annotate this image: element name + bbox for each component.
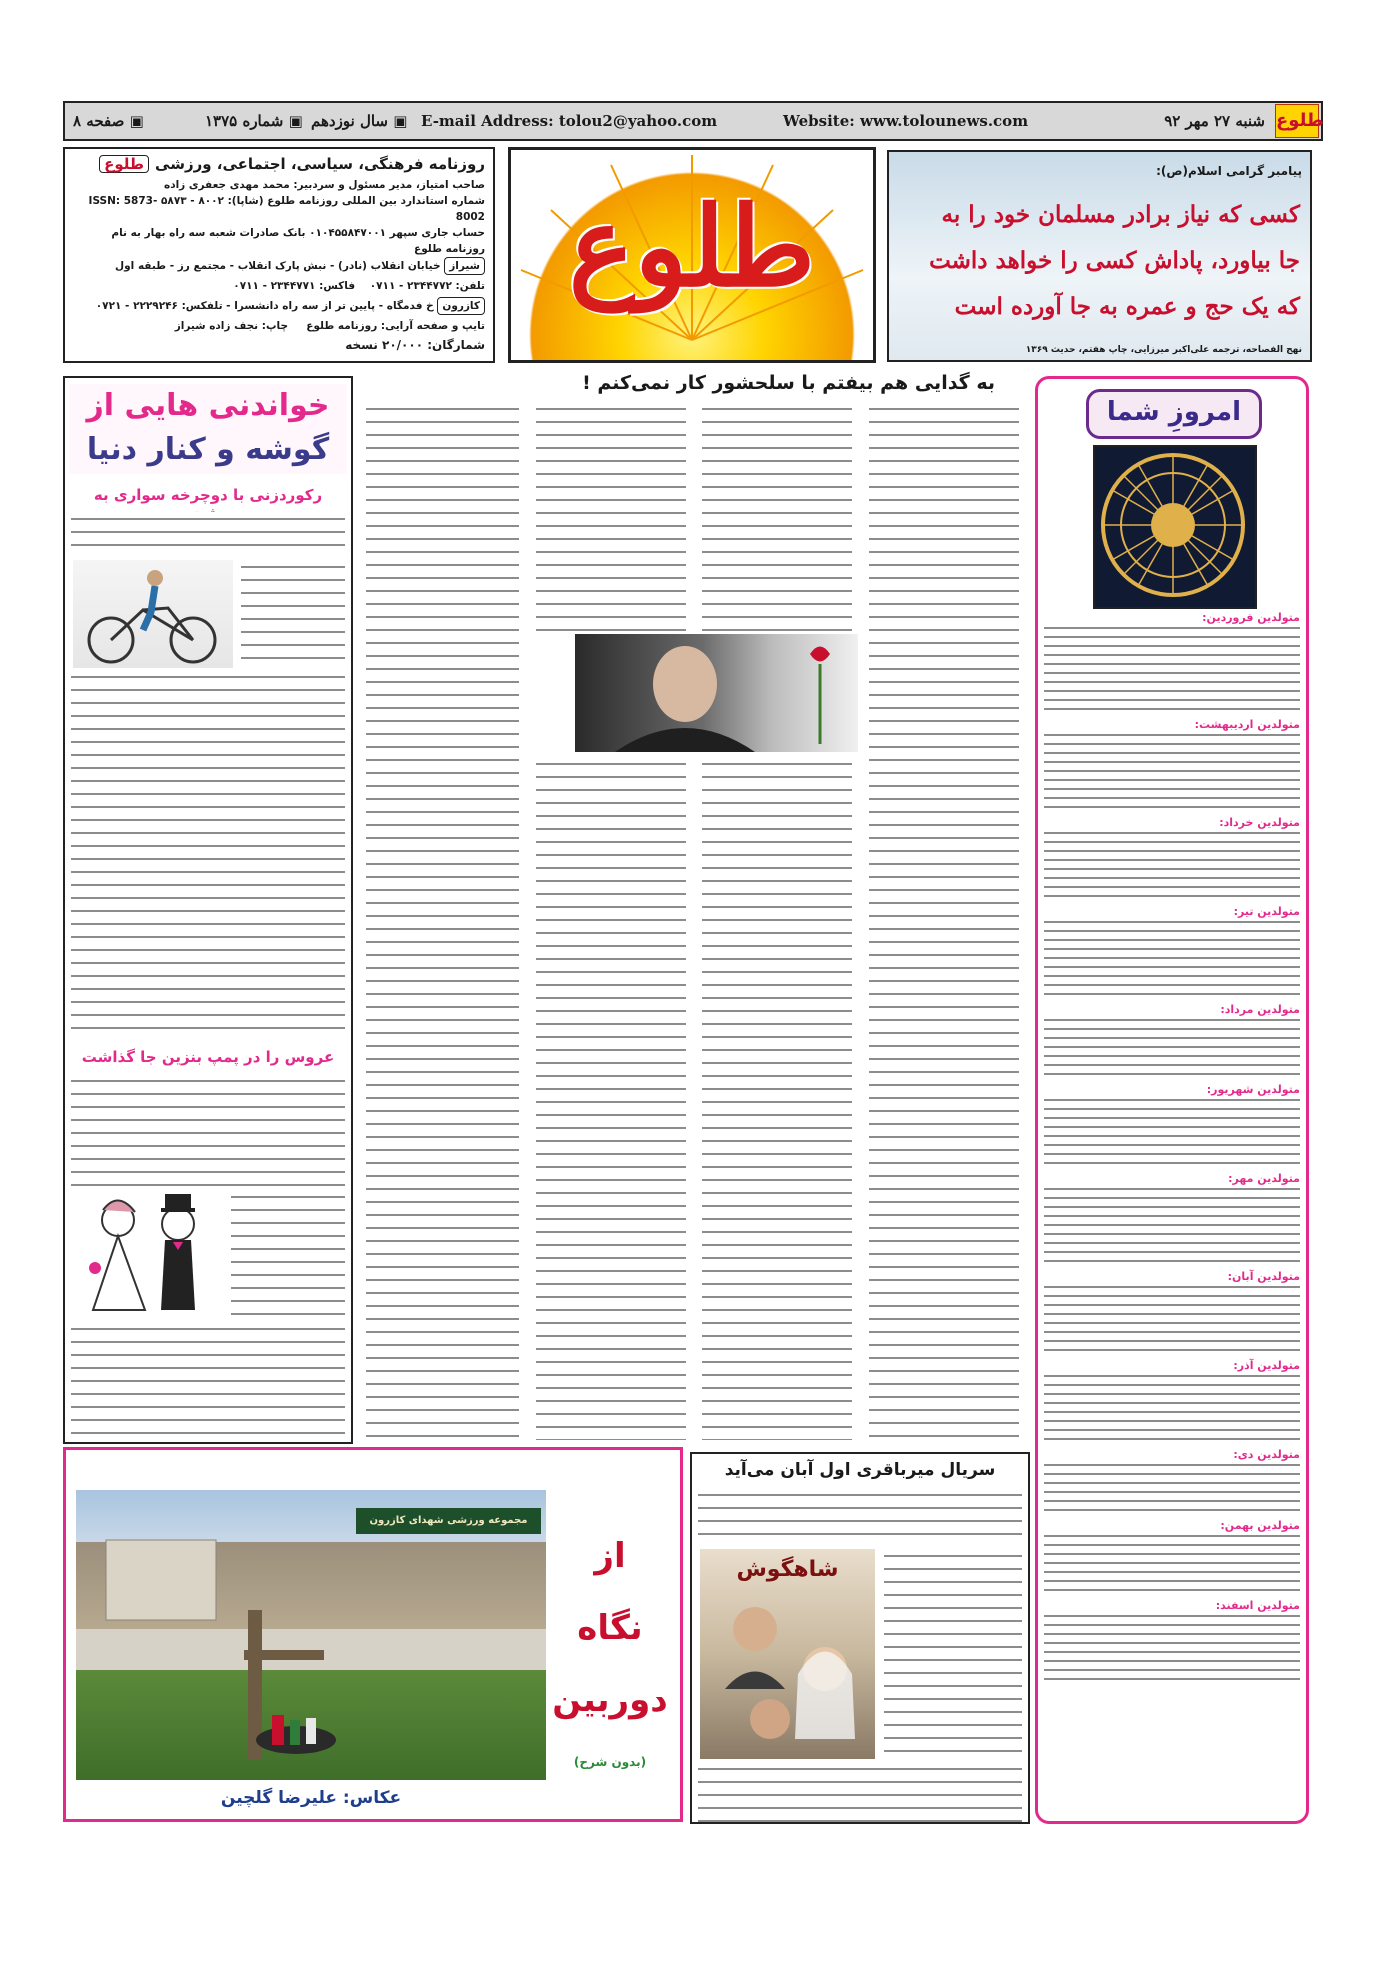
- story-text: [65, 512, 351, 556]
- horoscope-sign-label: متولدین فروردین:: [1202, 611, 1300, 624]
- zodiac-wheel-image: [1093, 445, 1257, 609]
- website-link[interactable]: Website: www.tolounews.com: [783, 112, 1029, 130]
- story-text: [65, 1322, 351, 1440]
- typeset-credit: تایپ و صفحه آرایی: روزنامه طلوع: [306, 320, 485, 332]
- horoscope-section: [1035, 376, 1309, 1824]
- horoscope-entry: [1044, 1270, 1300, 1355]
- photo-credit: عکاس: علیرضا گلچین: [220, 1788, 402, 1808]
- hadith-text: [895, 192, 1300, 330]
- header-bar: [63, 101, 1323, 141]
- horoscope-entry: [1044, 1519, 1300, 1595]
- serial-text: [692, 1762, 1028, 1822]
- kazerun-address: خ فدمگاه - پایین تر از سه راه دانشسرا - تلفکس: ۲۲۲۹۲۴۶ - ۰۷۲۱: [95, 300, 434, 312]
- info-account: حساب جاری سپهر ۰۱۰۴۵۵۸۴۷۰۰۱ بانک صادرات شعبه سه راه بهار به نام روزنامه طلوع: [111, 227, 485, 255]
- serial-poster: [700, 1549, 875, 1759]
- issue-number: ▣ شماره ۱۳۷۵: [205, 112, 303, 130]
- serial-news: [690, 1452, 1030, 1824]
- horoscope-entry: [1044, 1083, 1300, 1168]
- article-column: [696, 402, 858, 634]
- serial-text: [692, 1488, 1028, 1546]
- shiraz-fax: فاکس: ۲۳۴۴۷۷۱ - ۰۷۱۱: [233, 280, 356, 292]
- photo-title-line: دوربین: [552, 1680, 668, 1720]
- horoscope-sign-label: متولدین اردیبهشت:: [1194, 718, 1300, 731]
- square-icon: ▣: [388, 112, 408, 130]
- horoscope-sign-label: متولدین شهریور:: [1206, 1083, 1300, 1096]
- shiraz-phone: تلفن: ۲۳۴۴۷۷۲ - ۰۷۱۱: [369, 280, 485, 292]
- horoscope-text: [1044, 624, 1300, 714]
- world-title-line: گوشه و کنار دنیا: [86, 432, 330, 467]
- bride-groom-icon: [73, 1190, 223, 1320]
- horoscope-title: امروزِ شما: [1086, 389, 1262, 439]
- horoscope-text: [1044, 1372, 1300, 1444]
- small-logo: طلوع: [1275, 104, 1319, 138]
- horoscope-sign-label: متولدین آذر:: [1233, 1359, 1300, 1372]
- photo-sign: مجموعه ورزشی شهدای کازرون: [356, 1508, 541, 1534]
- article-column: [530, 757, 692, 1440]
- print-row: [73, 318, 485, 334]
- article-column: [530, 634, 572, 754]
- masthead-logo-text: طلوع: [568, 182, 816, 311]
- horoscope-text: [1044, 1185, 1300, 1266]
- horoscope-entry: [1044, 905, 1300, 999]
- interview-photo: [575, 634, 858, 752]
- square-icon: ▣: [124, 112, 144, 130]
- horoscope-sign-label: متولدین مرداد:: [1220, 1003, 1300, 1016]
- volume-number: ▣ سال نوزدهم: [311, 112, 408, 130]
- horoscope-entry: [1044, 1172, 1300, 1266]
- hadith-intro: پیامبر گرامی اسلام(ص):: [1156, 164, 1302, 178]
- world-title-line: خواندنی هایی از: [86, 388, 330, 423]
- horoscope-sign-label: متولدین بهمن:: [1220, 1519, 1300, 1532]
- camera-photo: [76, 1490, 546, 1780]
- serial-title: سریال میرباقری اول آبان می‌آید: [724, 1460, 996, 1480]
- story-text: [65, 670, 351, 1040]
- kazerun-address-row: [73, 297, 485, 315]
- horoscope-sign-label: متولدین تیر:: [1233, 905, 1300, 918]
- trash-bottles-icon: [76, 1490, 546, 1780]
- poster-faces-icon: [700, 1549, 875, 1759]
- kazerun-label: کازرون: [437, 297, 485, 315]
- hadith-line: جا بیاورد، پاداش کسی را خواهد داشت: [929, 247, 1300, 274]
- horoscope-text: [1044, 731, 1300, 812]
- horoscope-text: [1044, 1532, 1300, 1595]
- horoscope-entry: [1044, 1448, 1300, 1515]
- horoscope-text: [1044, 829, 1300, 901]
- square-icon: ▣: [283, 112, 303, 130]
- story-title: رکوردزنی با دوچرخه سواری به: [93, 486, 323, 504]
- horoscope-entry: [1044, 1003, 1300, 1079]
- horoscope-list: [1044, 611, 1300, 1813]
- photo-feature: [63, 1447, 683, 1822]
- horoscope-sign-label: متولدین خرداد:: [1219, 816, 1300, 829]
- person-silhouette-icon: [575, 634, 858, 752]
- photo-title: [546, 1520, 674, 1736]
- world-title: [69, 384, 347, 474]
- bride-groom-illustration: [73, 1190, 223, 1320]
- page-number: ▣ صفحه ۸: [73, 112, 144, 130]
- article-column: [360, 402, 525, 1440]
- horoscope-sign-label: متولدین آبان:: [1227, 1270, 1300, 1283]
- cyclist-photo: [73, 560, 233, 668]
- article-column: [863, 402, 1025, 1440]
- shiraz-label: شیراز: [444, 257, 485, 275]
- story-text: [225, 1190, 351, 1320]
- info-publisher: صاحب امتیاز، مدیر مسئول و سردبیر: محمد مهدی جعفری زاده: [164, 179, 485, 191]
- hadith-line: کسی که نیاز برادر مسلمان خود را به: [941, 201, 1300, 228]
- article-headline: به گدایی هم بیفتم با سلحشور کار نمی‌کنم !: [582, 372, 995, 394]
- article-column: [530, 402, 692, 634]
- horoscope-entry: [1044, 1599, 1300, 1684]
- story-text: [65, 1074, 351, 1188]
- horoscope-text: [1044, 1016, 1300, 1079]
- horoscope-entry: [1044, 1359, 1300, 1444]
- shiraz-phone-row: [73, 278, 485, 294]
- shiraz-address: خیابان انقلاب (نادر) - نبش پارک انقلاب - مجتمع رز - طبقه اول: [115, 260, 441, 272]
- story-title: عروس را در پمپ بنزین جا گذاشت: [81, 1048, 335, 1066]
- interview-article: [360, 372, 1025, 1440]
- hadith-source: نهج الفصاحه، ترجمه علی‌اکبر میرزایی، چاپ هفتم، حدیث ۱۳۶۹: [1025, 345, 1302, 355]
- serial-text: [878, 1549, 1028, 1759]
- circulation: شمارگان: ۲۰/۰۰۰ نسخه: [345, 338, 485, 352]
- info-badge: طلوع: [99, 155, 149, 173]
- photo-title-line: از: [594, 1536, 626, 1576]
- publication-info: [63, 147, 495, 363]
- shiraz-address-row: [73, 257, 485, 275]
- horoscope-entry: [1044, 611, 1300, 714]
- horoscope-text: [1044, 1461, 1300, 1515]
- horoscope-text: [1044, 1283, 1300, 1355]
- masthead-logo: [508, 147, 876, 363]
- poster-title: شاهگوش: [736, 1557, 839, 1582]
- photo-caption-note: (بدون شرح): [573, 1755, 647, 1769]
- world-news-section: [63, 376, 353, 1444]
- horoscope-entry: [1044, 718, 1300, 812]
- zodiac-wheel-icon: [1095, 447, 1251, 603]
- horoscope-sign-label: متولدین اسفند:: [1215, 1599, 1300, 1612]
- article-column: [696, 757, 858, 1440]
- horoscope-sign-label: متولدین مهر:: [1228, 1172, 1300, 1185]
- hadith-line: که یک حج و عمره به جا آورده است: [954, 293, 1300, 320]
- issue-date: شنبه ۲۷ مهر ۹۲: [1164, 112, 1265, 130]
- horoscope-text: [1044, 918, 1300, 999]
- horoscope-sign-label: متولدین دی:: [1233, 1448, 1300, 1461]
- horoscope-entry: [1044, 816, 1300, 901]
- print-credit: چاپ: نجف زاده شیراز: [174, 320, 289, 332]
- photo-title-line: نگاه: [577, 1608, 643, 1648]
- horoscope-text: [1044, 1096, 1300, 1168]
- story-text: [235, 560, 351, 668]
- email-address[interactable]: E-mail Address: tolou2@yahoo.com: [421, 112, 718, 130]
- horoscope-text: [1044, 1612, 1300, 1684]
- hadith-box: [887, 150, 1312, 362]
- info-issn: شماره استاندارد بین المللی روزنامه طلوع (شاپا): ۸۰۰۲ - ۵۸۷۳ ISSN: 5873-8002: [88, 195, 485, 223]
- info-title: روزنامه فرهنگی، سیاسی، اجتماعی، ورزشی: [155, 155, 485, 173]
- bicycle-icon: [73, 560, 233, 668]
